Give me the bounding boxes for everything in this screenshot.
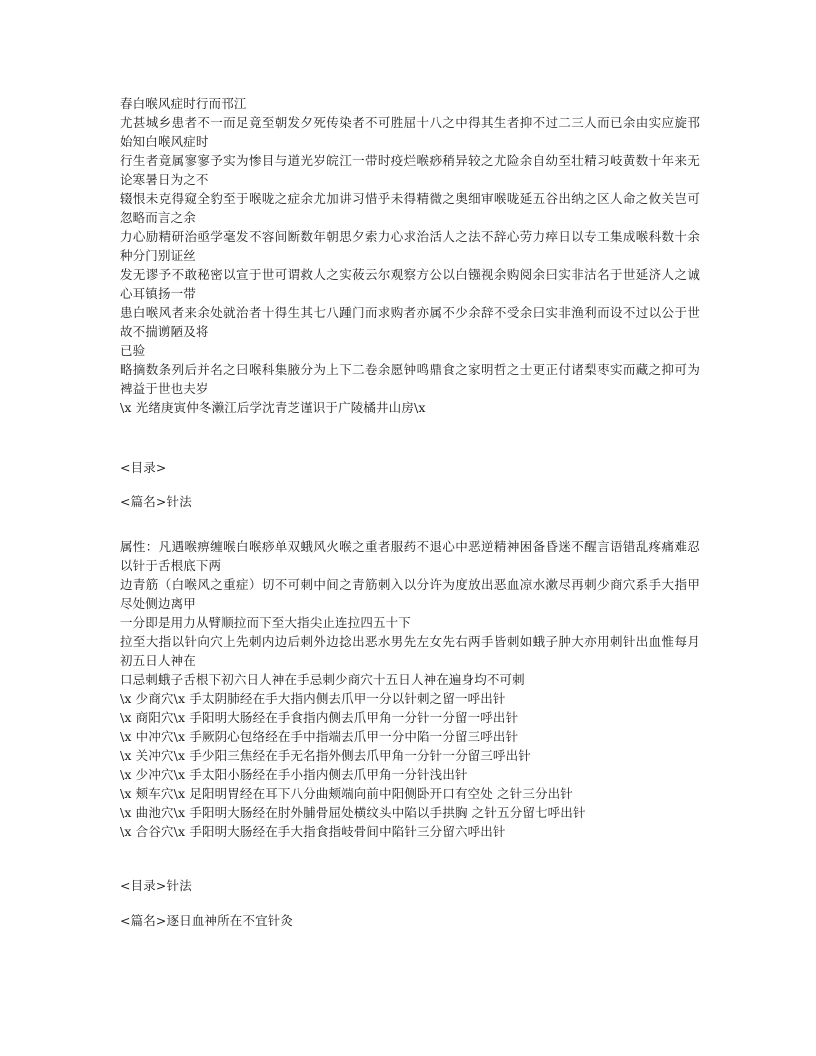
chapter-heading: <篇名>针法 [120,494,192,509]
acupoint-entry: \x 少冲穴\x 手太阳小肠经在手小指内侧去爪甲角一分针浅出针 [120,767,468,782]
preface-section [120,94,700,417]
preface-paragraph: 发无谬予不敢秘密以宣于世可谓救人之实莜云尔观察方公以白镪视余购阅余曰实非沽名于世延济人之诚心耳镇扬一带 [120,267,700,301]
preface-paragraph: 略摘数条列后并名之曰喉科集腋分为上下二卷余愿钟鸣鼎食之家明哲之士更正付诸梨枣实而藏之抑可为裨益于世也夫岁 [120,362,700,396]
acupoint-entry: \x 少商穴\x 手太阴肺经在手大指内侧去爪甲一分以针刺之留一呼出针 [120,691,506,706]
preface-paragraph: 力心励精研治亟学毫发不容间断数年朝思夕索力心求治活人之法不辞心劳力瘁日以专工集成喉科数十余种分门别证丝 [120,229,700,263]
acupoint-entry: \x 关冲穴\x 手少阳三焦经在手无名指外侧去爪甲角一分针一分留三呼出针 [120,748,531,763]
body-paragraph: 拉至大指以针向穴上先刺内边后刺外边捻出恶水男先左女先右两手皆刺如蛾子肿大亦用刺针出血惟每月初五日人神在 [120,634,700,668]
body-paragraph: 属性：凡遇喉痹缠喉白喉痧单双蛾风火喉之重者服药不退心中恶逆精神困备昏迷不醒言语错乱疼痛难忍以针于舌根底下两 [120,539,700,573]
preface-paragraph: 辍恨未克得窥全豹至于喉咙之症余尤加讲习惜乎未得精微之奥细审喉咙延五谷出纳之区人命之攸关岂可忽略而言之余 [120,191,700,225]
body-paragraph: 一分即是用力从臂顺拉而下至大指尖止连拉四五十下 [120,615,411,630]
preface-paragraph: 患白喉风者来余处就治者十得生其七八踵门而求购者亦属不少余辞不受余曰实非渔利而设不过以公于世故不揣谫陋及将 [120,305,700,339]
acupoint-entry: \x 颊车穴\x 足阳明胃经在耳下八分曲颊端向前中阳侧卧开口有空处 之针三分出针 [120,786,573,801]
acupoint-entry: \x 合谷穴\x 手阳明大肠经在手大指食指岐骨间中陷针三分留六呼出针 [120,824,506,839]
toc-marker: <目录>针法 [120,878,192,893]
acupoint-entry: \x 中冲穴\x 手厥阴心包络经在手中指端去爪甲一分中陷一分留三呼出针 [120,729,519,744]
chapter-body [120,537,700,841]
preface-paragraph: 尤甚城乡患者不一而足竟至朝发夕死传染者不可胜屈十八之中得其生者抑不过二三人而已余由实应旋邗始知白喉风症时 [120,115,700,149]
acupoint-entry: \x 商阳穴\x 手阳明大肠经在手食指内侧去爪甲角一分针一分留一呼出针 [120,710,519,725]
preface-paragraph: 行生者竟属寥寥予实为惨目与道光岁皖江一带时疫烂喉痧稍异较之尤险余自幼至壮精习岐黄数十年来无论寒暑日为之不 [120,153,700,187]
chapter-heading: <篇名>逐日血神所在不宜针灸 [120,913,294,928]
acupoint-entry: \x 曲池穴\x 手阳明大肠经在肘外脯骨屈处横纹头中陷以手拱胸 之针五分留七呼出针 [120,805,586,820]
preface-paragraph: 已验 [120,343,146,358]
preface-paragraph: 春白喉风症时行而邗江 [120,96,247,111]
preface-signature: \x 光绪庚寅仲冬濑江后学沈青芝谨识于广陵橘井山房\x [120,400,426,415]
body-paragraph: 边青筋（白喉风之重症）切不可刺中间之青筋刺入以分许为度放出恶血凉水漱尽再刺少商穴系手大指甲尽处侧边离甲 [120,577,700,611]
body-paragraph: 口忌刺蛾子舌根下初六日人神在手忌刺少商穴十五日人神在遍身均不可刺 [120,672,525,687]
toc-marker: <目录> [120,460,167,475]
